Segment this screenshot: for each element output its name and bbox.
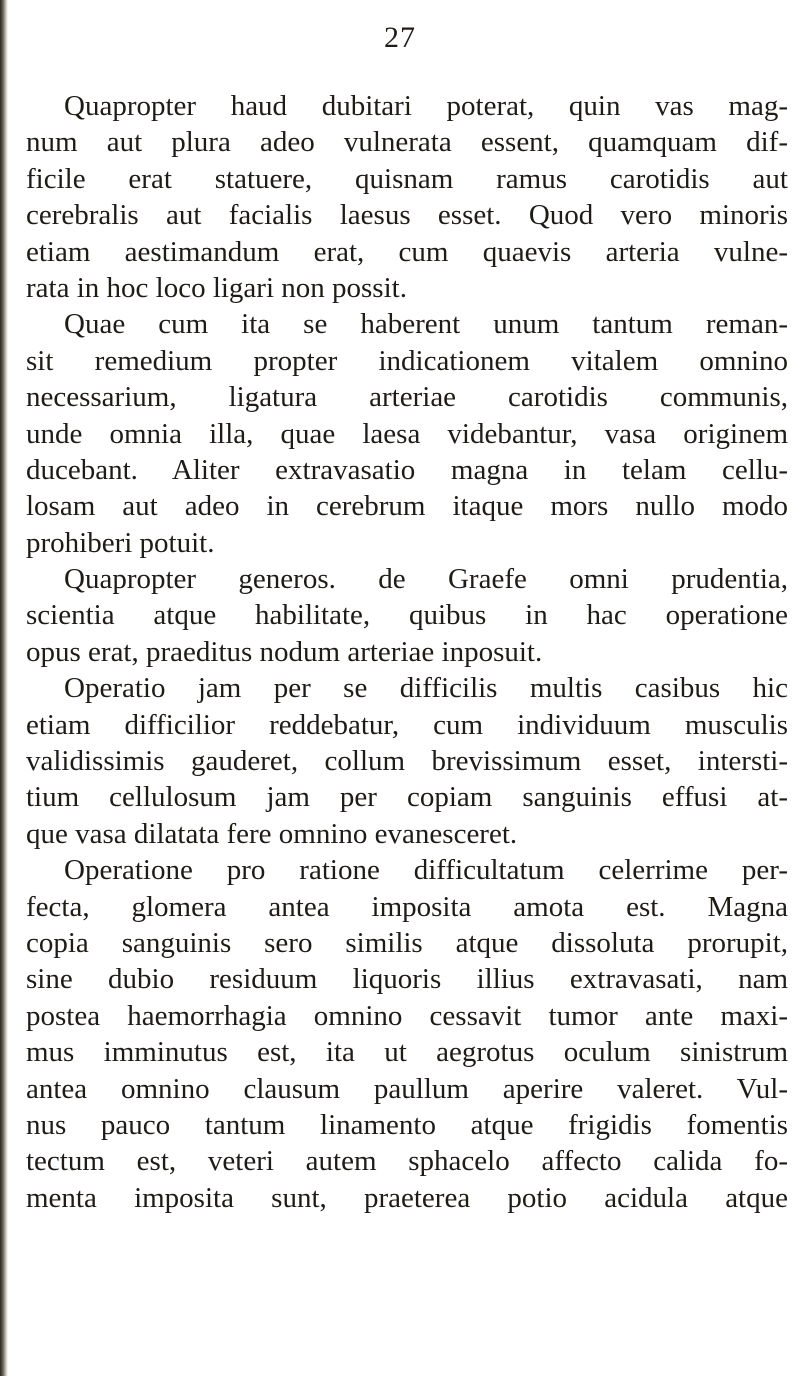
text-line: Quapropter generos. de Graefe omni prudentia, (64, 563, 788, 596)
page-number: 27 (384, 21, 416, 54)
text-line: nus pauco tantum linamento atque frigidis fomentis (26, 1108, 788, 1141)
text-line: unde omnia illa, quae laesa videbantur, vasa originem (26, 417, 788, 450)
text-line: Quapropter haud dubitari poterat, quin vas mag- (64, 90, 788, 122)
body-text (26, 88, 788, 1216)
text-line: mus imminutus est, ita ut aegrotus oculum sinistrum (26, 1036, 788, 1069)
text-line: tectum est, veteri autem sphacelo affecto calida fo- (26, 1145, 788, 1178)
text-line: ficile erat statuere, quisnam ramus carotidis aut (26, 162, 788, 195)
text-line: validissimis gauderet, collum brevissimum esset, intersti- (26, 745, 788, 778)
text-line: postea haemorrhagia omnino cessavit tumor ante maxi- (26, 999, 788, 1032)
text-line: menta imposita sunt, praeterea potio acidula atque (26, 1181, 788, 1214)
text-line: Operatio jam per se difficilis multis casibus hic (64, 672, 788, 705)
text-line: tium cellulosum jam per copiam sanguinis effusi at- (26, 781, 788, 814)
text-line: etiam difficilior reddebatur, cum individuum musculis (26, 708, 788, 741)
text-line: copia sanguinis sero similis atque dissoluta prorupit, (26, 926, 788, 959)
text-line: etiam aestimandum erat, cum quaevis arteria vulne- (26, 235, 788, 268)
text-line: necessarium, ligatura arteriae carotidis communis, (26, 381, 788, 414)
text-line: fecta, glomera antea imposita amota est. Magna (26, 890, 788, 923)
text-line: que vasa dilatata fere omnino evanesceret. (26, 817, 518, 850)
text-line: Operatione pro ratione difficultatum celerrime per- (64, 854, 788, 887)
text-line: antea omnino clausum paullum aperire valeret. Vul- (26, 1072, 788, 1105)
text-line: sine dubio residuum liquoris illius extravasati, nam (26, 963, 788, 996)
text-line: ducebant. Aliter extravasatio magna in telam cellu- (26, 453, 788, 486)
page-binding-edge (0, 0, 8, 1376)
text-line: rata in hoc loco ligari non possit. (26, 271, 407, 304)
text-line: losam aut adeo in cerebrum itaque mors nullo modo (26, 490, 788, 523)
text-line: scientia atque habilitate, quibus in hac operatione (26, 599, 788, 632)
text-line: Quae cum ita se haberent unum tantum reman- (64, 308, 788, 341)
text-line: num aut plura adeo vulnerata essent, quamquam dif- (26, 126, 788, 159)
text-line: prohiberi potuit. (26, 526, 215, 559)
text-line: cerebralis aut facialis laesus esset. Quod vero minoris (26, 199, 788, 232)
text-line: sit remedium propter indicationem vitalem omnino (26, 344, 788, 377)
text-line: opus erat, praeditus nodum arteriae inposuit. (26, 635, 543, 668)
